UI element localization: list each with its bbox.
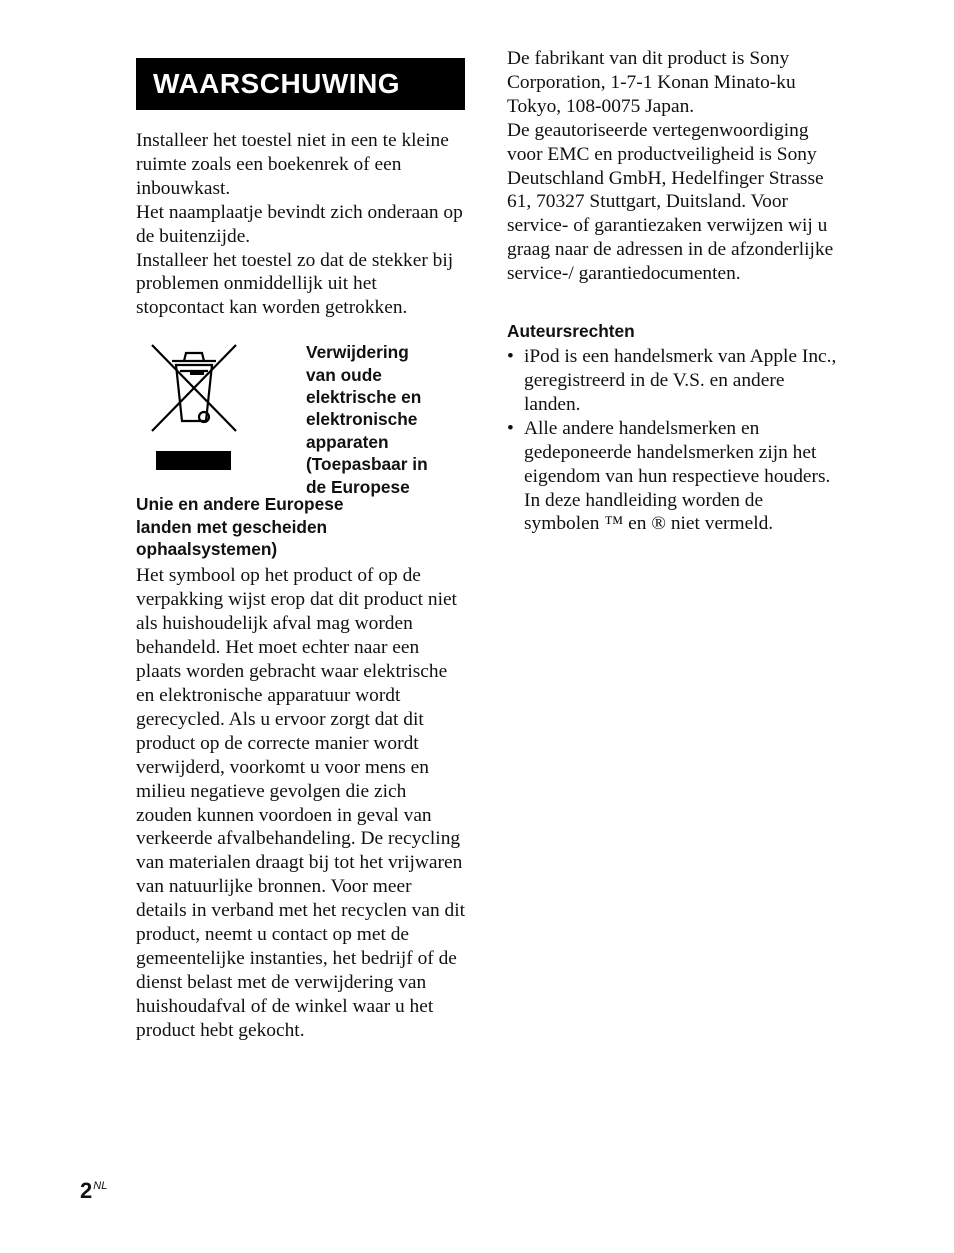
crossed-out-wheelie-bin-icon: [150, 343, 242, 475]
disposal-heading-line: apparaten: [306, 431, 389, 452]
disposal-block: [136, 341, 466, 497]
disposal-heading-line: landen met gescheiden: [136, 516, 328, 537]
disposal-heading-line: van oude: [306, 364, 382, 385]
intro-section: [136, 129, 466, 320]
right-column: [507, 47, 842, 536]
list-item: [507, 345, 842, 417]
disposal-paragraph: Het symbool op het product of op de verpakking wijst erop dat dit product niet als huishoudelijk afval mag worden behandeld. Het moet echter naar een plaats worden gebracht waar elektrische en elektronische apparatuur wordt gerecycled. Als u ervoor zorgt dat dit product op de correcte manier wordt verwijderd, voorkomt u voor mens en milieu negatieve gevolgen die zich zouden kunnen voordoen in geval van verkeerde afvalbehandeling. De recycling van materialen draagt bij tot het vrijwaren van natuurlijke bronnen. Voor meer details in verband met het recyclen van dit product, neemt u contact op met de gemeentelijke instanties, het bedrijf of de dienst belast met de verwijdering van huishoudafval of de winkel waar u het product hebt gekocht.: [136, 565, 465, 1041]
intro-paragraph: Installeer het toestel zo dat de stekker bij problemen onmiddellijk uit het stopcontact kan worden getrokken.: [136, 249, 454, 319]
warning-heading: WAARSCHUWING: [136, 58, 465, 110]
left-column: [136, 58, 466, 1043]
disposal-heading-line: elektrische en: [306, 387, 422, 408]
disposal-heading-line: ophaalsystemen): [136, 539, 278, 560]
intro-paragraph: Het naamplaatje bevindt zich onderaan op de buitenzijde.: [136, 201, 463, 247]
disposal-heading-line: (Toepasbaar in: [306, 454, 428, 475]
copyright-list: [507, 345, 842, 536]
bullet-icon: •: [507, 417, 514, 439]
disposal-heading-continued: [136, 493, 466, 560]
disposal-heading-line: elektronische: [306, 409, 418, 430]
representative-paragraph: De geautoriseerde vertegenwoordiging voor EMC en productveiligheid is Sony Deutschland GmbH, Hedelfinger Strasse 61, 70327 Stuttgart, Duitsland. Voor service- of garantiezaken verwijzen wij u graag naar de adressen in de afzonderlijke service-/ garantiedocumenten.: [507, 119, 834, 285]
page-number-value: 2: [80, 1178, 93, 1203]
copyright-heading: Auteursrechten: [507, 321, 635, 342]
disposal-heading: [306, 341, 471, 498]
disposal-heading-line: Verwijdering: [306, 342, 409, 363]
page-language: NL: [93, 1180, 108, 1192]
disposal-heading-line: de Europese: [306, 476, 410, 497]
list-item: [507, 417, 842, 537]
list-item-text: Alle andere handelsmerken en gedeponeerde handelsmerken zijn het eigendom van hun respectieve houders. In deze handleiding worden de symbolen ™ en ® niet vermeld.: [524, 417, 831, 535]
manufacturer-paragraph: De fabrikant van dit product is Sony Corporation, 1-7-1 Konan Minato-ku Tokyo, 108-0075 Japan.: [507, 48, 796, 117]
disposal-heading-line: Unie en andere Europese: [136, 494, 344, 515]
intro-paragraph: Installeer het toestel niet in een te kleine ruimte zoals een boekenrek of een inbouwkast.: [136, 130, 449, 199]
list-item-text: iPod is een handelsmerk van Apple Inc., geregistreerd in de V.S. en andere landen.: [524, 346, 837, 415]
bullet-icon: •: [507, 346, 514, 368]
page-number: [80, 1178, 107, 1204]
